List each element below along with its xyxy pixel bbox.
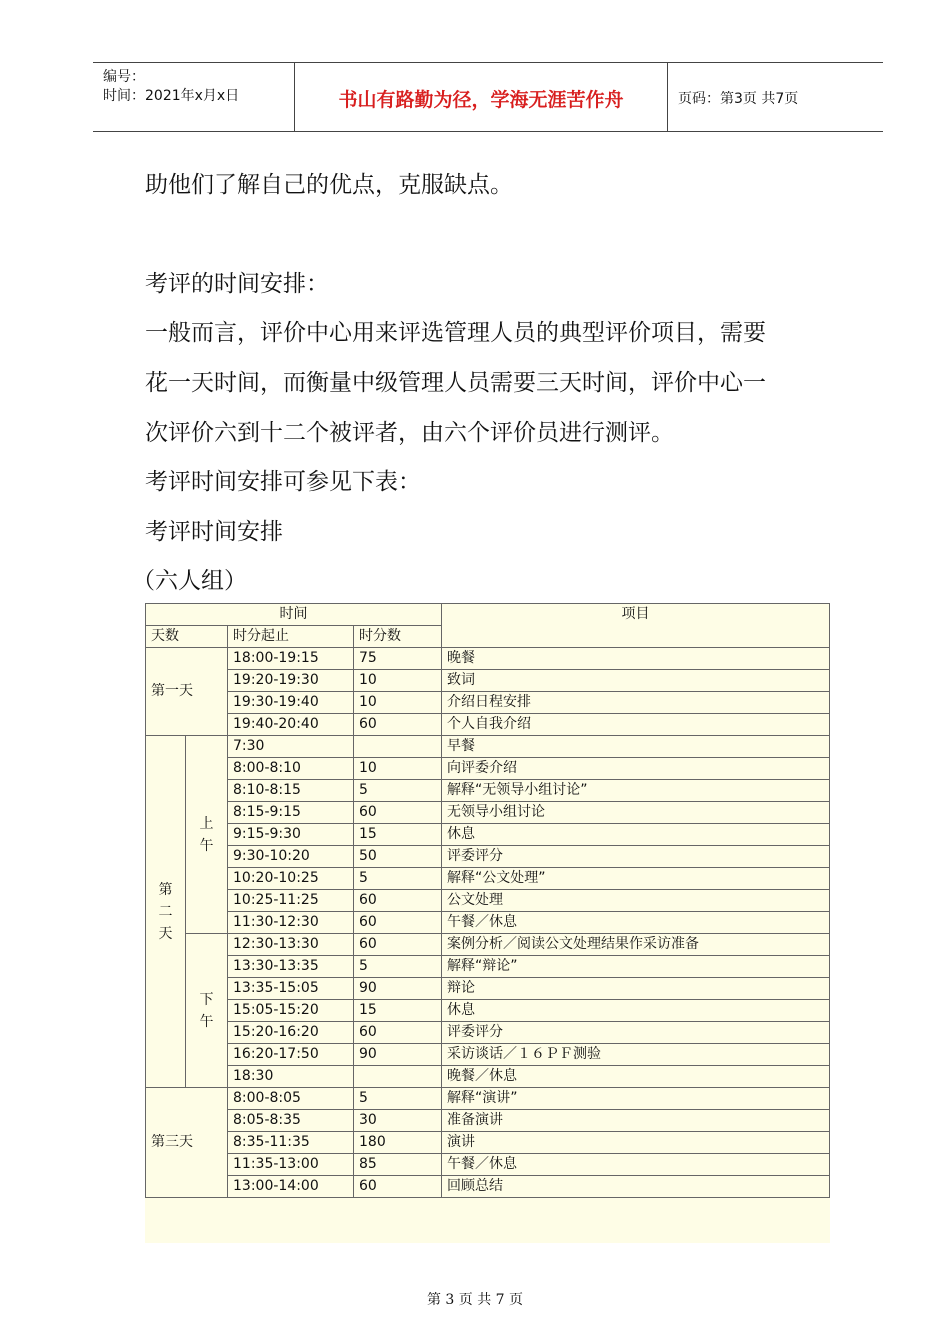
minutes-cell: 15 xyxy=(354,824,442,846)
minutes-cell: 90 xyxy=(354,978,442,1000)
item-cell: 晚餐 xyxy=(442,648,830,670)
time-range-cell: 13:35-15:05 xyxy=(228,978,354,1000)
header-meta-cell xyxy=(93,63,295,131)
item-cell: 辩论 xyxy=(442,978,830,1000)
table-row xyxy=(146,714,830,736)
day-2-label-char: 天 xyxy=(158,925,173,942)
day-3-label: 第三天 xyxy=(146,1088,228,1198)
section-title: 考评的时间安排： xyxy=(145,271,329,297)
table-row xyxy=(146,1066,830,1088)
footer-page-number: 第 3 页 共 7 页 xyxy=(426,1292,524,1308)
schedule-table xyxy=(145,603,830,1243)
morning-label-char: 上 xyxy=(199,815,214,832)
paragraph-line: 一般而言，评价中心用来评选管理人员的典型评价项目，需要 xyxy=(145,320,766,346)
table-row xyxy=(146,780,830,802)
item-cell: 回顾总结 xyxy=(442,1176,830,1198)
item-cell: 无领导小组讨论 xyxy=(442,802,830,824)
time-range-cell: 7:30 xyxy=(228,736,354,758)
range-header: 时分起止 xyxy=(228,626,354,648)
date-label: 时间：2021年x月x日 xyxy=(103,88,240,104)
afternoon-label-char: 下 xyxy=(199,991,214,1008)
table-row xyxy=(146,1022,830,1044)
morning-label xyxy=(186,736,228,934)
table-row xyxy=(146,802,830,824)
afternoon-label xyxy=(186,934,228,1088)
table-row xyxy=(146,824,830,846)
table-row xyxy=(146,1110,830,1132)
item-header: 项目 xyxy=(442,604,830,648)
time-range-cell: 10:20-10:25 xyxy=(228,868,354,890)
time-range-cell: 9:30-10:20 xyxy=(228,846,354,868)
table-row xyxy=(146,1154,830,1176)
minutes-cell: 60 xyxy=(354,714,442,736)
table-row xyxy=(146,758,830,780)
time-range-cell: 19:30-19:40 xyxy=(228,692,354,714)
item-cell: 介绍日程安排 xyxy=(442,692,830,714)
time-range-cell: 8:35-11:35 xyxy=(228,1132,354,1154)
header-motto: 书山有路勤为径，学海无涯苦作舟 xyxy=(338,89,624,111)
minutes-cell: 5 xyxy=(354,956,442,978)
time-range-cell: 9:15-9:30 xyxy=(228,824,354,846)
time-range-cell: 18:00-19:15 xyxy=(228,648,354,670)
table-row xyxy=(146,1044,830,1066)
time-range-cell: 8:15-9:15 xyxy=(228,802,354,824)
time-range-cell: 12:30-13:30 xyxy=(228,934,354,956)
time-range-cell: 11:35-13:00 xyxy=(228,1154,354,1176)
item-cell: 早餐 xyxy=(442,736,830,758)
minutes-cell: 5 xyxy=(354,1088,442,1110)
time-range-cell: 19:20-19:30 xyxy=(228,670,354,692)
header-page-info: 页码：第3页 共7页 xyxy=(678,91,799,107)
time-range-cell: 8:00-8:05 xyxy=(228,1088,354,1110)
minutes-cell: 60 xyxy=(354,890,442,912)
table-row xyxy=(146,956,830,978)
minutes-cell: 15 xyxy=(354,1000,442,1022)
paragraph-line: 花一天时间，而衡量中级管理人员需要三天时间，评价中心一 xyxy=(145,370,766,396)
day-1-label: 第一天 xyxy=(146,648,228,736)
paragraph-line: 考评时间安排可参见下表： xyxy=(145,469,421,495)
minutes-cell: 60 xyxy=(354,1176,442,1198)
table-row xyxy=(146,912,830,934)
item-cell: 演讲 xyxy=(442,1132,830,1154)
afternoon-label-char: 午 xyxy=(199,1013,214,1030)
minutes-cell: 60 xyxy=(354,912,442,934)
minutes-cell: 60 xyxy=(354,934,442,956)
table-row xyxy=(146,868,830,890)
header-page-cell xyxy=(668,63,883,131)
minutes-cell: 10 xyxy=(354,670,442,692)
serial-number-label: 编号： xyxy=(103,69,145,85)
paragraph-line: 助他们了解自己的优点，克服缺点。 xyxy=(145,172,513,198)
table-row xyxy=(146,1000,830,1022)
item-cell: 向评委介绍 xyxy=(442,758,830,780)
minutes-cell: 75 xyxy=(354,648,442,670)
minutes-cell: 180 xyxy=(354,1132,442,1154)
time-range-cell: 18:30 xyxy=(228,1066,354,1088)
time-range-cell: 16:20-17:50 xyxy=(228,1044,354,1066)
table-subtitle: （六人组） xyxy=(132,568,247,594)
minutes-cell xyxy=(354,736,442,758)
table-row xyxy=(146,670,830,692)
time-range-cell: 13:30-13:35 xyxy=(228,956,354,978)
morning-label-char: 午 xyxy=(199,837,214,854)
page-header xyxy=(93,62,883,132)
item-cell: 解释“无领导小组讨论” xyxy=(442,780,830,802)
minutes-cell xyxy=(354,1066,442,1088)
time-range-cell: 8:10-8:15 xyxy=(228,780,354,802)
time-range-cell: 8:05-8:35 xyxy=(228,1110,354,1132)
item-cell: 休息 xyxy=(442,1000,830,1022)
item-cell: 午餐／休息 xyxy=(442,1154,830,1176)
item-cell: 休息 xyxy=(442,824,830,846)
minutes-cell: 30 xyxy=(354,1110,442,1132)
minutes-cell: 50 xyxy=(354,846,442,868)
minutes-cell: 60 xyxy=(354,802,442,824)
minutes-cell: 85 xyxy=(354,1154,442,1176)
table-row xyxy=(146,978,830,1000)
table-row xyxy=(146,1132,830,1154)
item-cell: 评委评分 xyxy=(442,846,830,868)
item-cell: 案例分析／阅读公文处理结果作采访准备 xyxy=(442,934,830,956)
item-cell: 致词 xyxy=(442,670,830,692)
page-footer xyxy=(0,1289,950,1309)
table-row xyxy=(146,648,830,670)
table-row xyxy=(146,692,830,714)
minutes-cell: 60 xyxy=(354,1022,442,1044)
table-row xyxy=(146,1088,830,1110)
item-cell: 采访谈话／１６ＰＦ测验 xyxy=(442,1044,830,1066)
time-range-cell: 15:20-16:20 xyxy=(228,1022,354,1044)
table-header-row xyxy=(146,604,830,626)
item-cell: 午餐／休息 xyxy=(442,912,830,934)
minutes-cell: 90 xyxy=(354,1044,442,1066)
time-range-cell: 15:05-15:20 xyxy=(228,1000,354,1022)
item-cell: 解释“公文处理” xyxy=(442,868,830,890)
item-cell: 准备演讲 xyxy=(442,1110,830,1132)
table-row xyxy=(146,1176,830,1198)
minutes-cell: 10 xyxy=(354,758,442,780)
day-2-label-char: 第 xyxy=(158,881,173,898)
minutes-cell: 5 xyxy=(354,780,442,802)
time-range-cell: 10:25-11:25 xyxy=(228,890,354,912)
day-2-label-char: 二 xyxy=(158,903,173,920)
time-range-cell: 13:00-14:00 xyxy=(228,1176,354,1198)
paragraph-line: 次评价六到十二个被评者，由六个评价员进行测评。 xyxy=(145,420,674,446)
table-row xyxy=(146,890,830,912)
table-row xyxy=(146,934,830,956)
time-range-cell: 19:40-20:40 xyxy=(228,714,354,736)
day-header: 天数 xyxy=(146,626,228,648)
minutes-cell: 10 xyxy=(354,692,442,714)
header-motto-cell xyxy=(295,63,668,131)
table-row xyxy=(146,736,830,758)
time-header: 时间 xyxy=(146,604,442,626)
time-range-cell: 11:30-12:30 xyxy=(228,912,354,934)
time-range-cell: 8:00-8:10 xyxy=(228,758,354,780)
item-cell: 解释“演讲” xyxy=(442,1088,830,1110)
table-row xyxy=(146,846,830,868)
table-title: 考评时间安排 xyxy=(145,519,283,545)
day-2-label xyxy=(146,736,186,1088)
item-cell: 评委评分 xyxy=(442,1022,830,1044)
minutes-header: 时分数 xyxy=(354,626,442,648)
item-cell: 个人自我介绍 xyxy=(442,714,830,736)
item-cell: 解释“辩论” xyxy=(442,956,830,978)
item-cell: 公文处理 xyxy=(442,890,830,912)
minutes-cell: 5 xyxy=(354,868,442,890)
item-cell: 晚餐／休息 xyxy=(442,1066,830,1088)
